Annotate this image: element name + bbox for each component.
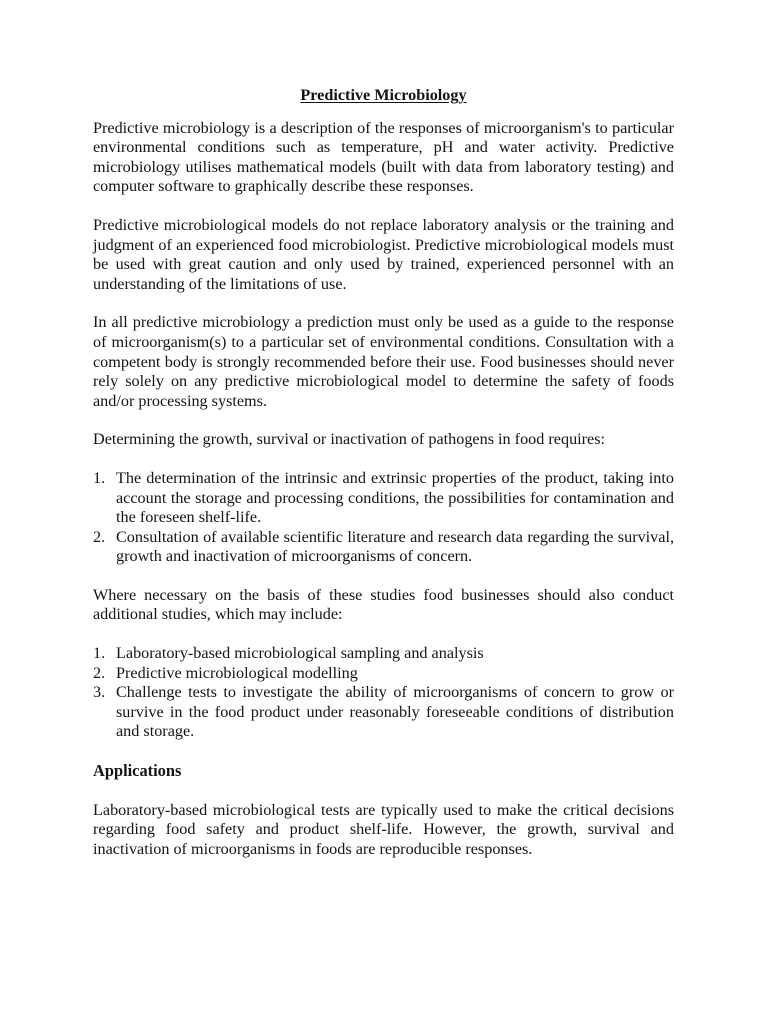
- list-item-text: Challenge tests to investigate the ability of microorganisms of concern to grow or survive in the food product under reasonably foreseeable conditions of distribution and storage.: [116, 683, 674, 741]
- list-item-text: Consultation of available scientific literature and research data regarding the survival, growth and inactivation of microorganisms of concern.: [116, 527, 674, 566]
- list-item-text: Laboratory-based microbiological sampling and analysis: [116, 644, 484, 663]
- list-item: [93, 683, 674, 742]
- list-item-number: 2.: [93, 663, 106, 682]
- list-item-text: Predictive microbiological modelling: [116, 663, 358, 682]
- additional-studies-list: [93, 644, 674, 742]
- list-item-number: 1.: [93, 468, 106, 487]
- list-item: [93, 528, 674, 567]
- additional-studies-paragraph: Where necessary on the basis of these studies food businesses should also conduct additional studies, which may include:: [93, 585, 674, 624]
- list-item: [93, 469, 674, 528]
- list-item: [93, 644, 674, 664]
- requirements-intro-paragraph: Determining the growth, survival or inactivation of pathogens in food requires:: [93, 430, 606, 449]
- guide-paragraph: In all predictive microbiology a prediction must only be used as a guide to the response of microorganism(s) to a particular set of environmental conditions. Consultation with a competent body is strongly recommended before their use. Food businesses should never rely solely on any predictive microbiological model to determine the safety of foods and/or processing systems.: [93, 313, 674, 410]
- document-title: Predictive Microbiology: [300, 86, 467, 104]
- list-item-number: 3.: [93, 683, 106, 702]
- list-item: [93, 664, 674, 684]
- models-caution-paragraph: Predictive microbiological models do not replace laboratory analysis or the training and judgment of an experienced food microbiologist. Predictive microbiological models must be used with great caution and only used by trained, experienced personnel with an understanding of the limitations of use.: [93, 215, 674, 293]
- intro-paragraph: Predictive microbiology is a description of the responses of microorganism's to particular environmental conditions such as temperature, pH and water activity. Predictive microbiology utilises mathematical models (built with data from laboratory testing) and computer software to graphically describe these responses.: [93, 118, 674, 196]
- applications-heading: Applications: [93, 761, 182, 781]
- applications-paragraph: Laboratory-based microbiological tests are typically used to make the critical decisions regarding food safety and product shelf-life. However, the growth, survival and inactivation of microorganisms in foods are reproducible responses.: [93, 800, 674, 858]
- list-item-number: 1.: [93, 644, 106, 663]
- list-item-number: 2.: [93, 527, 106, 546]
- list-item-text: The determination of the intrinsic and extrinsic properties of the product, taking into account the storage and processing conditions, the possibilities for contamination and the foreseen shelf-life.: [116, 468, 674, 527]
- requirements-list: [93, 469, 674, 567]
